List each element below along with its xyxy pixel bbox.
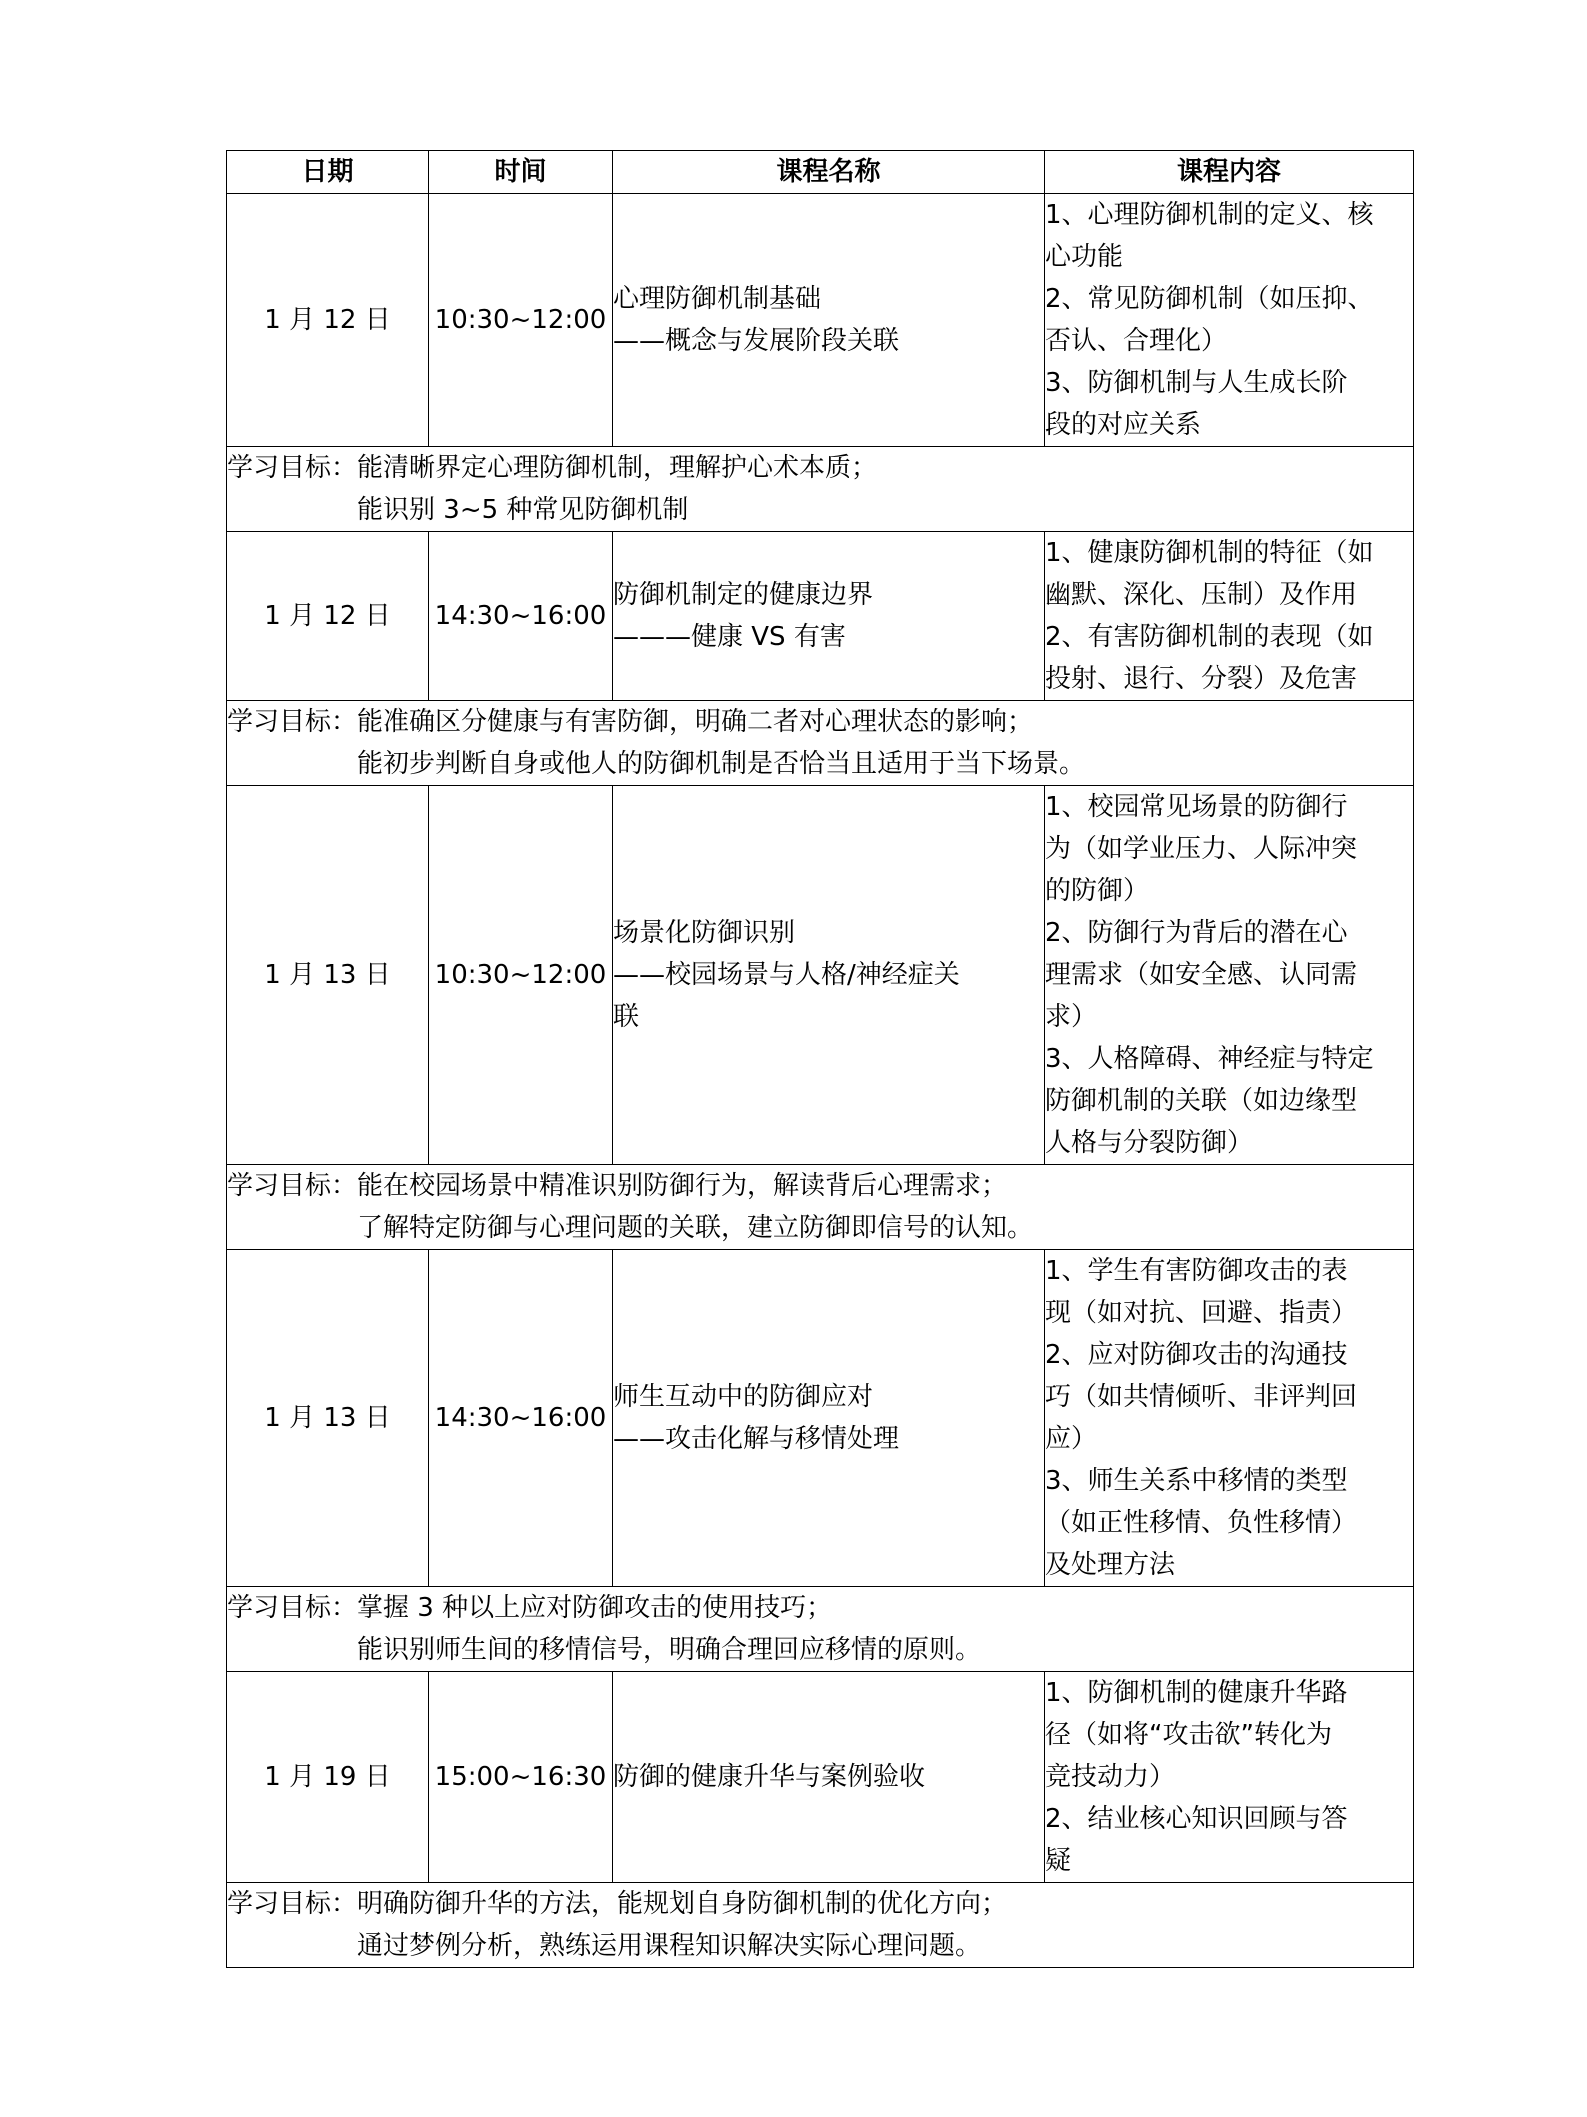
course-name-line: 联 (613, 1002, 640, 1032)
learning-goal-label: 学习目标： (227, 1593, 358, 1623)
course-content-line: 3、防御机制与人生成长阶 (1045, 368, 1348, 398)
session-course-name (613, 786, 1045, 1165)
session-time: 10:30~12:00 (429, 194, 613, 447)
goal-row (227, 447, 1414, 532)
learning-goal-label: 学习目标： (227, 453, 358, 483)
header-course-content: 课程内容 (1045, 151, 1414, 194)
session-date: 1 月 12 日 (227, 532, 429, 701)
course-content-line: 及处理方法 (1045, 1550, 1176, 1580)
course-content-line: 巧（如共情倾听、非评判回 (1045, 1382, 1358, 1412)
learning-goal-line: 能准确区分健康与有害防御，明确二者对心理状态的影响； (357, 707, 1034, 737)
learning-goal-line: 能清晰界定心理防御机制，理解护心术本质； (357, 453, 878, 483)
header-course-name: 课程名称 (613, 151, 1045, 194)
session-date: 1 月 13 日 (227, 1250, 429, 1587)
session-row (227, 194, 1414, 447)
course-content-line: 2、常见防御机制（如压抑、 (1045, 284, 1374, 314)
course-content-line: 幽默、深化、压制）及作用 (1045, 580, 1358, 610)
course-schedule-table (226, 150, 1414, 1968)
session-course-content (1045, 1672, 1414, 1883)
learning-goal-line: 通过梦例分析，熟练运用课程知识解决实际心理问题。 (357, 1931, 982, 1961)
goal-row (227, 1883, 1414, 1968)
course-content-line: 1、学生有害防御攻击的表 (1045, 1256, 1348, 1286)
session-date: 1 月 13 日 (227, 786, 429, 1165)
course-content-line: 2、应对防御攻击的沟通技 (1045, 1340, 1348, 1370)
learning-goal (227, 1883, 1414, 1968)
session-time: 15:00~16:30 (429, 1672, 613, 1883)
course-content-line: 1、校园常见场景的防御行 (1045, 792, 1348, 822)
session-row (227, 532, 1414, 701)
schedule-body (227, 194, 1414, 1968)
course-name-line: 场景化防御识别 (613, 918, 796, 948)
course-content-line: 疑 (1045, 1846, 1072, 1876)
goal-row (227, 701, 1414, 786)
learning-goal-line: 了解特定防御与心理问题的关联，建立防御即信号的认知。 (357, 1213, 1034, 1243)
course-content-line: 1、健康防御机制的特征（如 (1045, 538, 1374, 568)
course-content-line: 现（如对抗、回避、指责） (1045, 1298, 1358, 1328)
learning-goal-label: 学习目标： (227, 1171, 358, 1201)
course-name-line: ———健康 VS 有害 (613, 622, 846, 652)
session-row (227, 1672, 1414, 1883)
learning-goal (227, 701, 1414, 786)
course-content-line: 1、防御机制的健康升华路 (1045, 1678, 1348, 1708)
learning-goal-line: 能识别 3~5 种常见防御机制 (357, 495, 689, 525)
learning-goal-line: 能识别师生间的移情信号，明确合理回应移情的原则。 (357, 1635, 982, 1665)
course-content-line: 段的对应关系 (1045, 410, 1202, 440)
session-row (227, 786, 1414, 1165)
learning-goal (227, 1587, 1414, 1672)
course-content-line: 否认、合理化） (1045, 326, 1228, 356)
course-content-line: 理需求（如安全感、认同需 (1045, 960, 1358, 990)
session-course-content (1045, 194, 1414, 447)
session-course-content (1045, 1250, 1414, 1587)
header-row (227, 151, 1414, 194)
session-row (227, 1250, 1414, 1587)
course-name-line: 师生互动中的防御应对 (613, 1382, 874, 1412)
course-content-line: 1、心理防御机制的定义、核 (1045, 200, 1374, 230)
course-content-line: 求） (1045, 1002, 1098, 1032)
course-content-line: 竞技动力） (1045, 1762, 1176, 1792)
session-time: 14:30~16:00 (429, 532, 613, 701)
course-content-line: 为（如学业压力、人际冲突 (1045, 834, 1358, 864)
header-date: 日期 (227, 151, 429, 194)
course-content-line: 的防御） (1045, 876, 1150, 906)
session-course-content (1045, 532, 1414, 701)
session-time: 10:30~12:00 (429, 786, 613, 1165)
course-content-line: 投射、退行、分裂）及危害 (1045, 664, 1358, 694)
course-name-line: ——概念与发展阶段关联 (613, 326, 900, 356)
learning-goal-label: 学习目标： (227, 707, 358, 737)
learning-goal (227, 447, 1414, 532)
course-content-line: 心功能 (1045, 242, 1124, 272)
learning-goal-line: 能初步判断自身或他人的防御机制是否恰当且适用于当下场景。 (357, 749, 1086, 779)
course-content-line: 2、有害防御机制的表现（如 (1045, 622, 1374, 652)
session-time: 14:30~16:00 (429, 1250, 613, 1587)
learning-goal-line: 掌握 3 种以上应对防御攻击的使用技巧； (357, 1593, 833, 1623)
course-name-line: 防御机制定的健康边界 (613, 580, 874, 610)
course-name-line: ——攻击化解与移情处理 (613, 1424, 900, 1454)
course-content-line: 径（如将“攻击欲”转化为 (1045, 1720, 1332, 1750)
learning-goal-line: 明确防御升华的方法，能规划自身防御机制的优化方向； (357, 1889, 1008, 1919)
course-content-line: 2、防御行为背后的潜在心 (1045, 918, 1348, 948)
goal-row (227, 1165, 1414, 1250)
header-time: 时间 (429, 151, 613, 194)
session-course-name (613, 194, 1045, 447)
course-content-line: 3、人格障碍、神经症与特定 (1045, 1044, 1374, 1074)
course-content-line: 人格与分裂防御） (1045, 1128, 1254, 1158)
course-content-line: 2、结业核心知识回顾与答 (1045, 1804, 1348, 1834)
learning-goal (227, 1165, 1414, 1250)
course-content-line: 3、师生关系中移情的类型 (1045, 1466, 1348, 1496)
learning-goal-label: 学习目标： (227, 1889, 358, 1919)
session-course-content (1045, 786, 1414, 1165)
course-content-line: 防御机制的关联（如边缘型 (1045, 1086, 1358, 1116)
course-name-line: 心理防御机制基础 (613, 284, 822, 314)
course-content-line: 应） (1045, 1424, 1098, 1454)
session-course-name (613, 532, 1045, 701)
course-content-line: （如正性移情、负性移情） (1045, 1508, 1358, 1538)
session-date: 1 月 12 日 (227, 194, 429, 447)
session-course-name (613, 1672, 1045, 1883)
learning-goal-line: 能在校园场景中精准识别防御行为，解读背后心理需求； (357, 1171, 1008, 1201)
course-name-line: ——校园场景与人格/神经症关 (613, 960, 960, 990)
session-date: 1 月 19 日 (227, 1672, 429, 1883)
goal-row (227, 1587, 1414, 1672)
session-course-name (613, 1250, 1045, 1587)
course-name-line: 防御的健康升华与案例验收 (613, 1762, 926, 1792)
